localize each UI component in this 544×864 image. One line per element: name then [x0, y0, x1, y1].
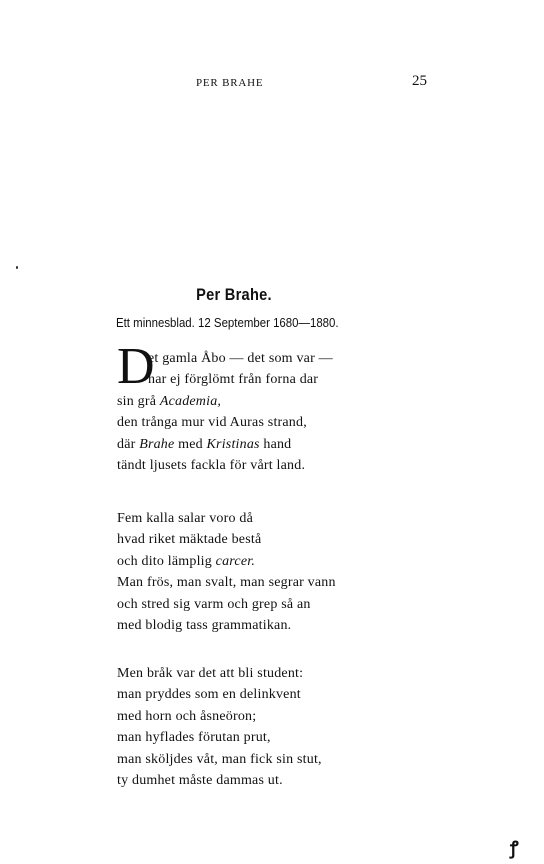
stanza-3	[117, 663, 322, 791]
line-text: den trånga mur vid Auras strand,	[117, 415, 307, 431]
poem-line	[117, 551, 336, 572]
line-text: har ej förglömt från forna dar	[148, 372, 319, 388]
poem-line	[117, 529, 336, 550]
poem-line	[117, 615, 336, 636]
line-text: et gamla Åbo — det som var —	[148, 351, 333, 366]
page-number: 25	[412, 73, 427, 89]
signature-mark: ꝭ	[510, 838, 519, 858]
italic-text: carcer.	[215, 553, 256, 569]
running-head	[0, 73, 544, 97]
poem-line	[117, 727, 322, 748]
line-text: Fem kalla salar voro då	[117, 511, 254, 526]
poem-line	[117, 572, 336, 593]
stanza-1	[117, 348, 333, 476]
italic-text: Brahe	[139, 436, 175, 452]
line-text: där	[117, 436, 140, 452]
line-text: och dito lämplig	[117, 553, 216, 569]
poem-line	[117, 770, 322, 791]
poem-line	[117, 749, 322, 770]
poem-subtitle: Ett minnesblad. 12 September 1680—1880.	[116, 315, 339, 330]
line-text: man sköljdes våt, man fick sin stut,	[117, 751, 322, 767]
line-text: Men bråk var det att bli student:	[117, 666, 304, 681]
ink-speck	[16, 266, 18, 269]
stanza-2	[117, 508, 336, 636]
line-text: ty dumhet måste dammas ut.	[117, 772, 283, 788]
poem-line	[117, 684, 322, 705]
poem-line	[117, 706, 322, 727]
line-text: hvad riket mäktade bestå	[117, 532, 262, 548]
poem-line	[117, 594, 336, 615]
line-text: med	[174, 436, 207, 452]
poem-line	[117, 508, 336, 529]
running-title: PER BRAHE	[196, 77, 264, 89]
line-text: och stred sig varm och grep så an	[117, 596, 311, 612]
line-text: man hyflades förutan prut,	[117, 730, 271, 746]
poem-line	[117, 663, 322, 684]
line-text: hand	[259, 436, 292, 452]
line-text: man pryddes som en delinkvent	[117, 687, 301, 703]
poem-line	[117, 391, 333, 412]
poem-line	[117, 348, 333, 369]
line-text: tändt ljusets fackla för vårt land.	[117, 457, 306, 473]
italic-text: Kristinas	[206, 436, 260, 452]
line-text: med horn och åsneöron;	[117, 708, 257, 724]
italic-text: Academia,	[159, 393, 222, 409]
drop-cap: D	[117, 338, 155, 395]
line-text: med blodig tass grammatikan.	[117, 617, 292, 633]
poem-line	[117, 412, 333, 433]
poem-title: Per Brahe.	[196, 285, 272, 304]
line-text: sin grå	[117, 393, 160, 409]
poem-line	[117, 369, 333, 390]
line-text: Man frös, man svalt, man segrar vann	[117, 575, 336, 591]
poem-line	[117, 455, 333, 476]
poem-line	[117, 434, 333, 455]
